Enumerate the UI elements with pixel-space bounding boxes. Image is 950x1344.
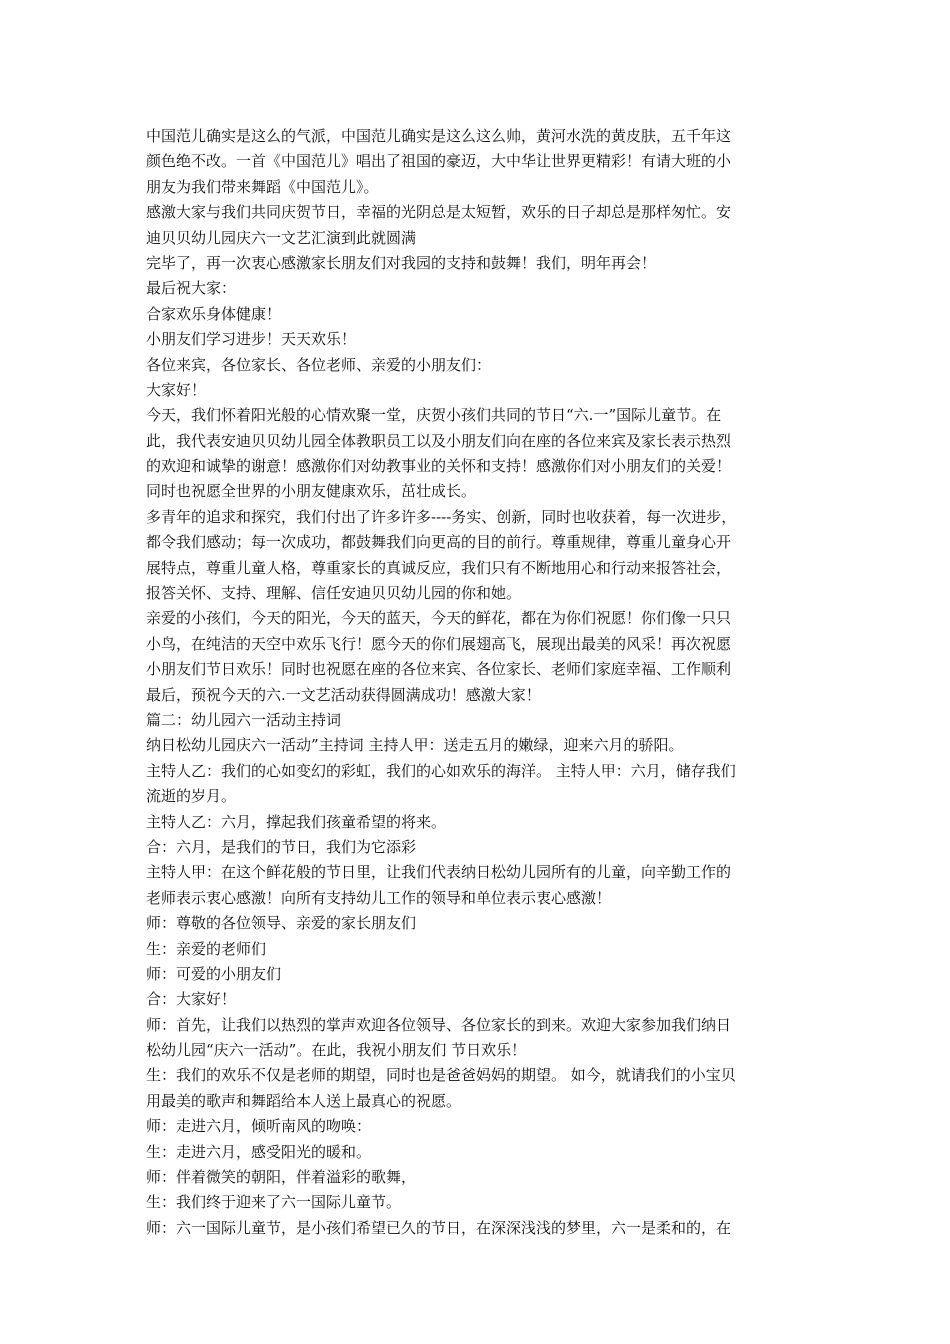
text-line: 亲爱的小孩们，今天的阳光，今天的蓝天，今天的鲜花，都在为你们祝愿！你们像一只只: [146, 609, 732, 628]
text-line: 松幼儿园“庆六一活动”。在此，我祝小朋友们 节日欢乐！: [146, 1041, 527, 1060]
text-line: 合：大家好！: [146, 990, 237, 1009]
text-line: 生：我们终于迎来了六一国际儿童节。: [146, 1193, 402, 1212]
text-line: 主特人甲：在这个鲜花般的节日里，让我们代表纳日松幼儿园所有的儿童，向辛勤工作的: [146, 863, 732, 882]
text-line: 感激大家与我们共同庆贺节日，幸福的光阴总是太短暂，欢乐的日子却总是那样匆忙。安: [146, 203, 732, 222]
text-line: 颜色绝不改。一首《中国范儿》唱出了祖国的豪迈，大中华让世界更精彩！有请大班的小: [146, 152, 732, 171]
text-line: 此，我代表安迪贝贝幼儿园全体教职员工以及小朋友们向在座的各位来宾及家长表示热烈: [146, 431, 732, 450]
text-line: 篇二：幼儿园六一活动主持词: [146, 710, 342, 729]
text-line: 最后祝大家：: [146, 279, 237, 298]
text-line: 主特人乙：六月，撑起我们孩童希望的将来。: [146, 812, 447, 831]
text-line: 生：我们的欢乐不仅是老师的期望，同时也是爸爸妈妈的期望。 如今，就请我们的小宝贝: [146, 1066, 736, 1085]
text-line: 多青年的追求和探究，我们付出了许多许多----务实、创新，同时也收获着，每一次进步，: [146, 507, 737, 526]
text-line: 师：尊敬的各位领导、亲爱的家长朋友们: [146, 914, 417, 933]
text-line: 小鸟，在纯洁的天空中欢乐飞行！愿今天的你们展翅高飞，展现出最美的风采！再次祝愿: [146, 634, 732, 653]
text-line: 展特点，尊重儿童人格，尊重家长的真诚反应，我们只有不断地用心和行动来报答社会，: [146, 558, 732, 577]
text-line: 流逝的岁月。: [146, 787, 237, 806]
text-line: 今天，我们怀着阳光般的心情欢聚一堂，庆贺小孩们共同的节日“六.一”国际儿童节。在: [146, 406, 722, 425]
text-line: 朋友为我们带来舞蹈《中国范儿》。: [146, 177, 379, 196]
text-line: 最后，预祝今天的六.一文艺活动获得圆满成功！感激大家！: [146, 685, 541, 704]
text-line: 生：亲爱的老师们: [146, 939, 267, 958]
text-line: 师：走进六月，倾听南风的吻唤：: [146, 1117, 372, 1136]
text-line: 师：六一国际儿童节，是小孩们希望已久的节日，在深深浅浅的梦里，六一是柔和的，在: [146, 1218, 732, 1237]
text-line: 师：可爱的小朋友们: [146, 964, 282, 983]
text-line: 同时也祝愿全世界的小朋友健康欢乐，茁壮成长。: [146, 482, 477, 501]
text-line: 各位来宾，各位家长、各位老师、亲爱的小朋友们：: [146, 355, 492, 374]
text-line: 合家欢乐身体健康！: [146, 304, 282, 323]
text-line: 用最美的歌声和舞蹈给本人送上最真心的祝愿。: [146, 1091, 462, 1110]
text-line: 小朋友们节日欢乐！同时也祝愿在座的各位来宾、各位家长、老师们家庭幸福、工作顺利: [146, 660, 732, 679]
text-line: 小朋友们学习进步！天天欢乐！: [146, 330, 357, 349]
text-line: 都令我们感动；每一次成功，都鼓舞我们向更高的目的前行。尊重规律，尊重儿童身心开: [146, 533, 732, 552]
text-line: 完毕了，再一次衷心感激家长朋友们对我园的支持和鼓舞！我们，明年再会！: [146, 253, 657, 272]
text-line: 老师表示衷心感激！向所有支持幼儿工作的领导和单位表示衷心感激！: [146, 888, 612, 907]
text-line: 报答关怀、支持、理解、信任安迪贝贝幼儿园的你和她。: [146, 584, 522, 603]
text-line: 迪贝贝幼儿园庆六一文艺汇演到此就圆满: [146, 228, 417, 247]
text-line: 师：伴着微笑的朝阳，伴着溢彩的歌舞，: [146, 1168, 417, 1187]
text-line: 生：走进六月，感受阳光的暖和。: [146, 1142, 372, 1161]
text-line: 中国范儿确实是这么的气派，中国范儿确实是这么这么帅，黄河水洗的黄皮肤，五千年这: [146, 127, 732, 145]
text-line: 主特人乙：我们的心如变幻的彩虹，我们的心如欢乐的海洋。 主特人甲：六月，储存我们: [146, 761, 736, 780]
text-line: 合：六月，是我们的节日，我们为它添彩: [146, 837, 417, 856]
document-body: [146, 124, 814, 1241]
text-line: 的欢迎和诚挚的谢意！感激你们对幼教事业的关怀和支持！感激你们对小朋友们的关爱！: [146, 457, 732, 476]
text-line: 大家好！: [146, 380, 207, 399]
text-line: 纳日松幼儿园庆六一活动”主持词 主持人甲：送走五月的嫩绿，迎来六月的骄阳。: [146, 736, 684, 755]
text-line: 师：首先，让我们以热烈的掌声欢迎各位领导、各位家长的到来。欢迎大家参加我们纳日: [146, 1015, 732, 1034]
